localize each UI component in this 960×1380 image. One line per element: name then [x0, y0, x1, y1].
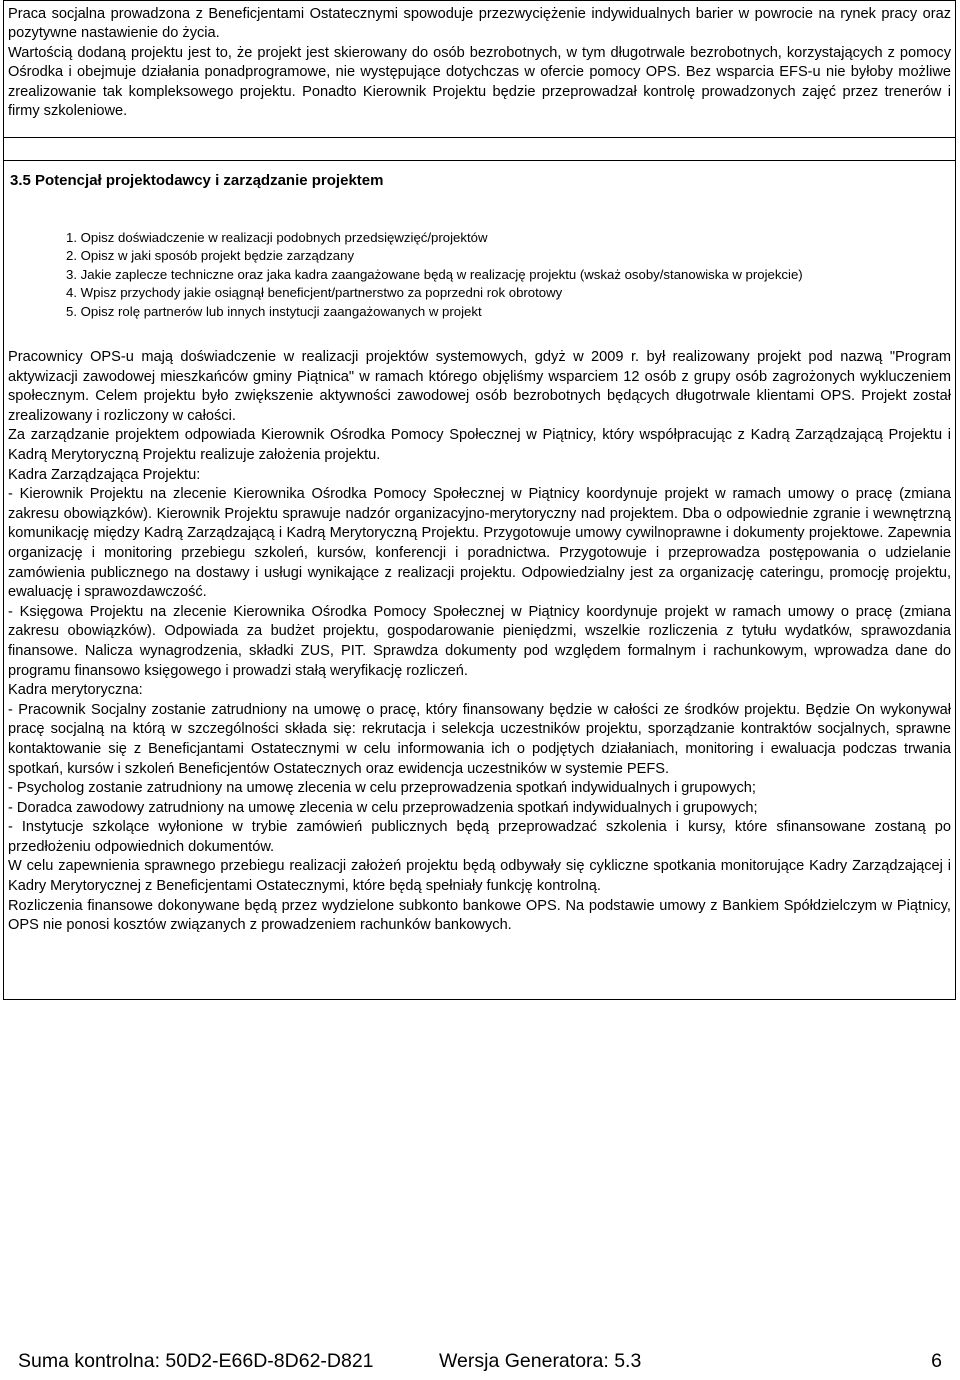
separator-box: [3, 137, 956, 161]
section-title: 3.5 Potencjał projektodawcy i zarządzanie projektem: [10, 172, 384, 189]
generator-version: Wersja Generatora: 5.3: [439, 1350, 642, 1372]
top-text-box: [3, 0, 956, 138]
question-list: [66, 229, 951, 321]
paragraph: Praca socjalna prowadzona z Beneficjentami Ostatecznymi spowoduje przezwyciężenie indywidualnych barier w powrocie na rynek pracy oraz pozytywne nastawienie do życia.: [8, 6, 951, 42]
question-item: 4. Wpisz przychody jakie osiągnął beneficjent/partnerstwo za poprzedni rok obrotowy: [66, 285, 563, 301]
section-body: [8, 348, 951, 936]
paragraph: Pracownicy OPS-u mają doświadczenie w realizacji projektów systemowych, gdyż w 2009 r. był realizowany projekt pod nazwą "Program aktywizacji zawodowej mieszkańców gminy Piątnica" w ramach którego objęliśmy wsparciem 12 osób z grupy osób zagrożonych wykluczeniem społecznym. Celem projektu było zwiększenie aktywności zawodowej osób bezrobotnych będących długotrwale klientami OPS. Projekt został zrealizowany i rozliczony w całości.: [8, 349, 951, 424]
paragraph: - Księgowa Projektu na zlecenie Kierownika Ośrodka Pomocy Społecznej w Piątnicy koordynuje projekt w ramach umowy o pracę (zmiana zakresu obowiązków). Odpowiada za budżet projektu, gospodarowanie pieniędzmi, wszelkie rozliczenia z tytułu wydatków, sprawozdania finansowe. Nalicza wynagrodzenia, składki ZUS, PIT. Sprawdza dokumenty pod względem formalnym i rachunkowym, wprowadza dane do programu finansowo księgowego i prowadzi stałą weryfikację rozliczeń.: [8, 603, 951, 679]
paragraph: Wartością dodaną projektu jest to, że projekt jest skierowany do osób bezrobotnych, w tym długotrwale bezrobotnych, korzystających z pomocy Ośrodka i obejmuje działania ponadprogramowe, nie występujące dotychczas w ofercie pomocy OPS. Bez wsparcia EFS-u nie byłoby możliwe zrealizowanie tak kompleksowego projektu. Ponadto Kierownik Projektu będzie przeprowadzał kontrolę prowadzonych zajęć przez trenerów i firmy szkoleniowe.: [8, 44, 951, 120]
question-item: 5. Opisz rolę partnerów lub innych instytucji zaangażowanych w projekt: [66, 303, 482, 319]
question-item: 1. Opisz doświadczenie w realizacji podobnych przedsięwzięć/projektów: [66, 230, 488, 245]
section-box: [3, 160, 956, 1000]
paragraph: Za zarządzanie projektem odpowiada Kierownik Ośrodka Pomocy Społecznej w Piątnicy, który współpracując z Kadrą Zarządzającą Projektu i Kadrą Merytoryczną Projektu realizuje założenia projektu.: [8, 427, 951, 463]
paragraph: W celu zapewnienia sprawnego przebiegu realizacji założeń projektu będą odbywały się cykliczne spotkania monitorujące Kadry Zarządzającej i Kadry Merytorycznej z Beneficjentami Ostatecznymi, które będą spełniały funkcję kontrolną.: [8, 858, 951, 895]
checksum-label: Suma kontrolna: 50D2-E66D-8D62-D821: [18, 1350, 374, 1372]
paragraph: Rozliczenia finansowe dokonywane będą przez wydzielone subkonto bankowe OPS. Na podstawie umowy z Bankiem Spółdzielczym w Piątnicy, OPS nie ponosi kosztów związanych z prowadzeniem rachunków bankowych.: [8, 897, 951, 934]
paragraph: Kadra Zarządzająca Projektu:: [8, 466, 201, 483]
paragraph: - Pracownik Socjalny zostanie zatrudniony na umowę o pracę, który finansowany będzie w całości ze środków projektu. Będzie On wykonywał pracę socjalną na którą w szczególności składa się: rekrutacja i selekcja uczestników projektu, sporządzanie kontraktów socjalnych, sprawne kontaktowanie się z Beneficjantami Ostatecznymi w celu informowania ich o podjętych działaniach, monitoring i ewaluacja podczas trwania spotkań, kursów i szkoleń Beneficjentów Ostatecznych oraz ewidencja uczestników w systemie PEFS.: [8, 701, 951, 777]
paragraph: - Psycholog zostanie zatrudniony na umowę zlecenia w celu przeprowadzenia spotkań indywidualnych i grupowych;: [8, 780, 756, 797]
question-item: 3. Jakie zaplecze techniczne oraz jaka kadra zaangażowane będą w realizację projektu (wskaż osoby/stanowiska w projekcie): [66, 266, 803, 282]
paragraph: - Doradca zawodowy zatrudniony na umowę zlecenia w celu przeprowadzenia spotkań indywidualnych i grupowych;: [8, 799, 758, 816]
page-number: 6: [931, 1350, 942, 1372]
paragraph: - Instytucje szkolące wyłonione w trybie zamówień publicznych będą przeprowadzać szkolenia i kursy, które sfinansowane zostaną po przedłożeniu odpowiednich dokumentów.: [8, 819, 951, 855]
question-item: 2. Opisz w jaki sposób projekt będzie zarządzany: [66, 248, 355, 264]
paragraph: - Kierownik Projektu na zlecenie Kierownika Ośrodka Pomocy Społecznej w Piątnicy koordynuje projekt w ramach umowy o pracę (zmiana zakresu obowiązków). Kierownik Projektu sprawuje nadzór organizacyjno-merytoryczny nad projektem. Dba o odpowiednie zgranie i wewnętrzną komunikację między Kadrą Zarządzającą i Kadrą Merytoryczną Projektu. Przygotowuje umowy cywilnoprawne i dokumenty projektowe. Zapewnia organizację i monitoring przebiegu szkoleń, kursów, konferencji i poradnictwa. Przygotowuje i przeprowadza postępowania o udzielanie zamówienia publicznego na dostawy i usługi wynikające z realizacji projektu. Odpowiedzialny jest za organizację cateringu, promocję projektu, ewaluację i sprawozdawczość.: [8, 486, 951, 601]
paragraph: Kadra merytoryczna:: [8, 682, 143, 699]
